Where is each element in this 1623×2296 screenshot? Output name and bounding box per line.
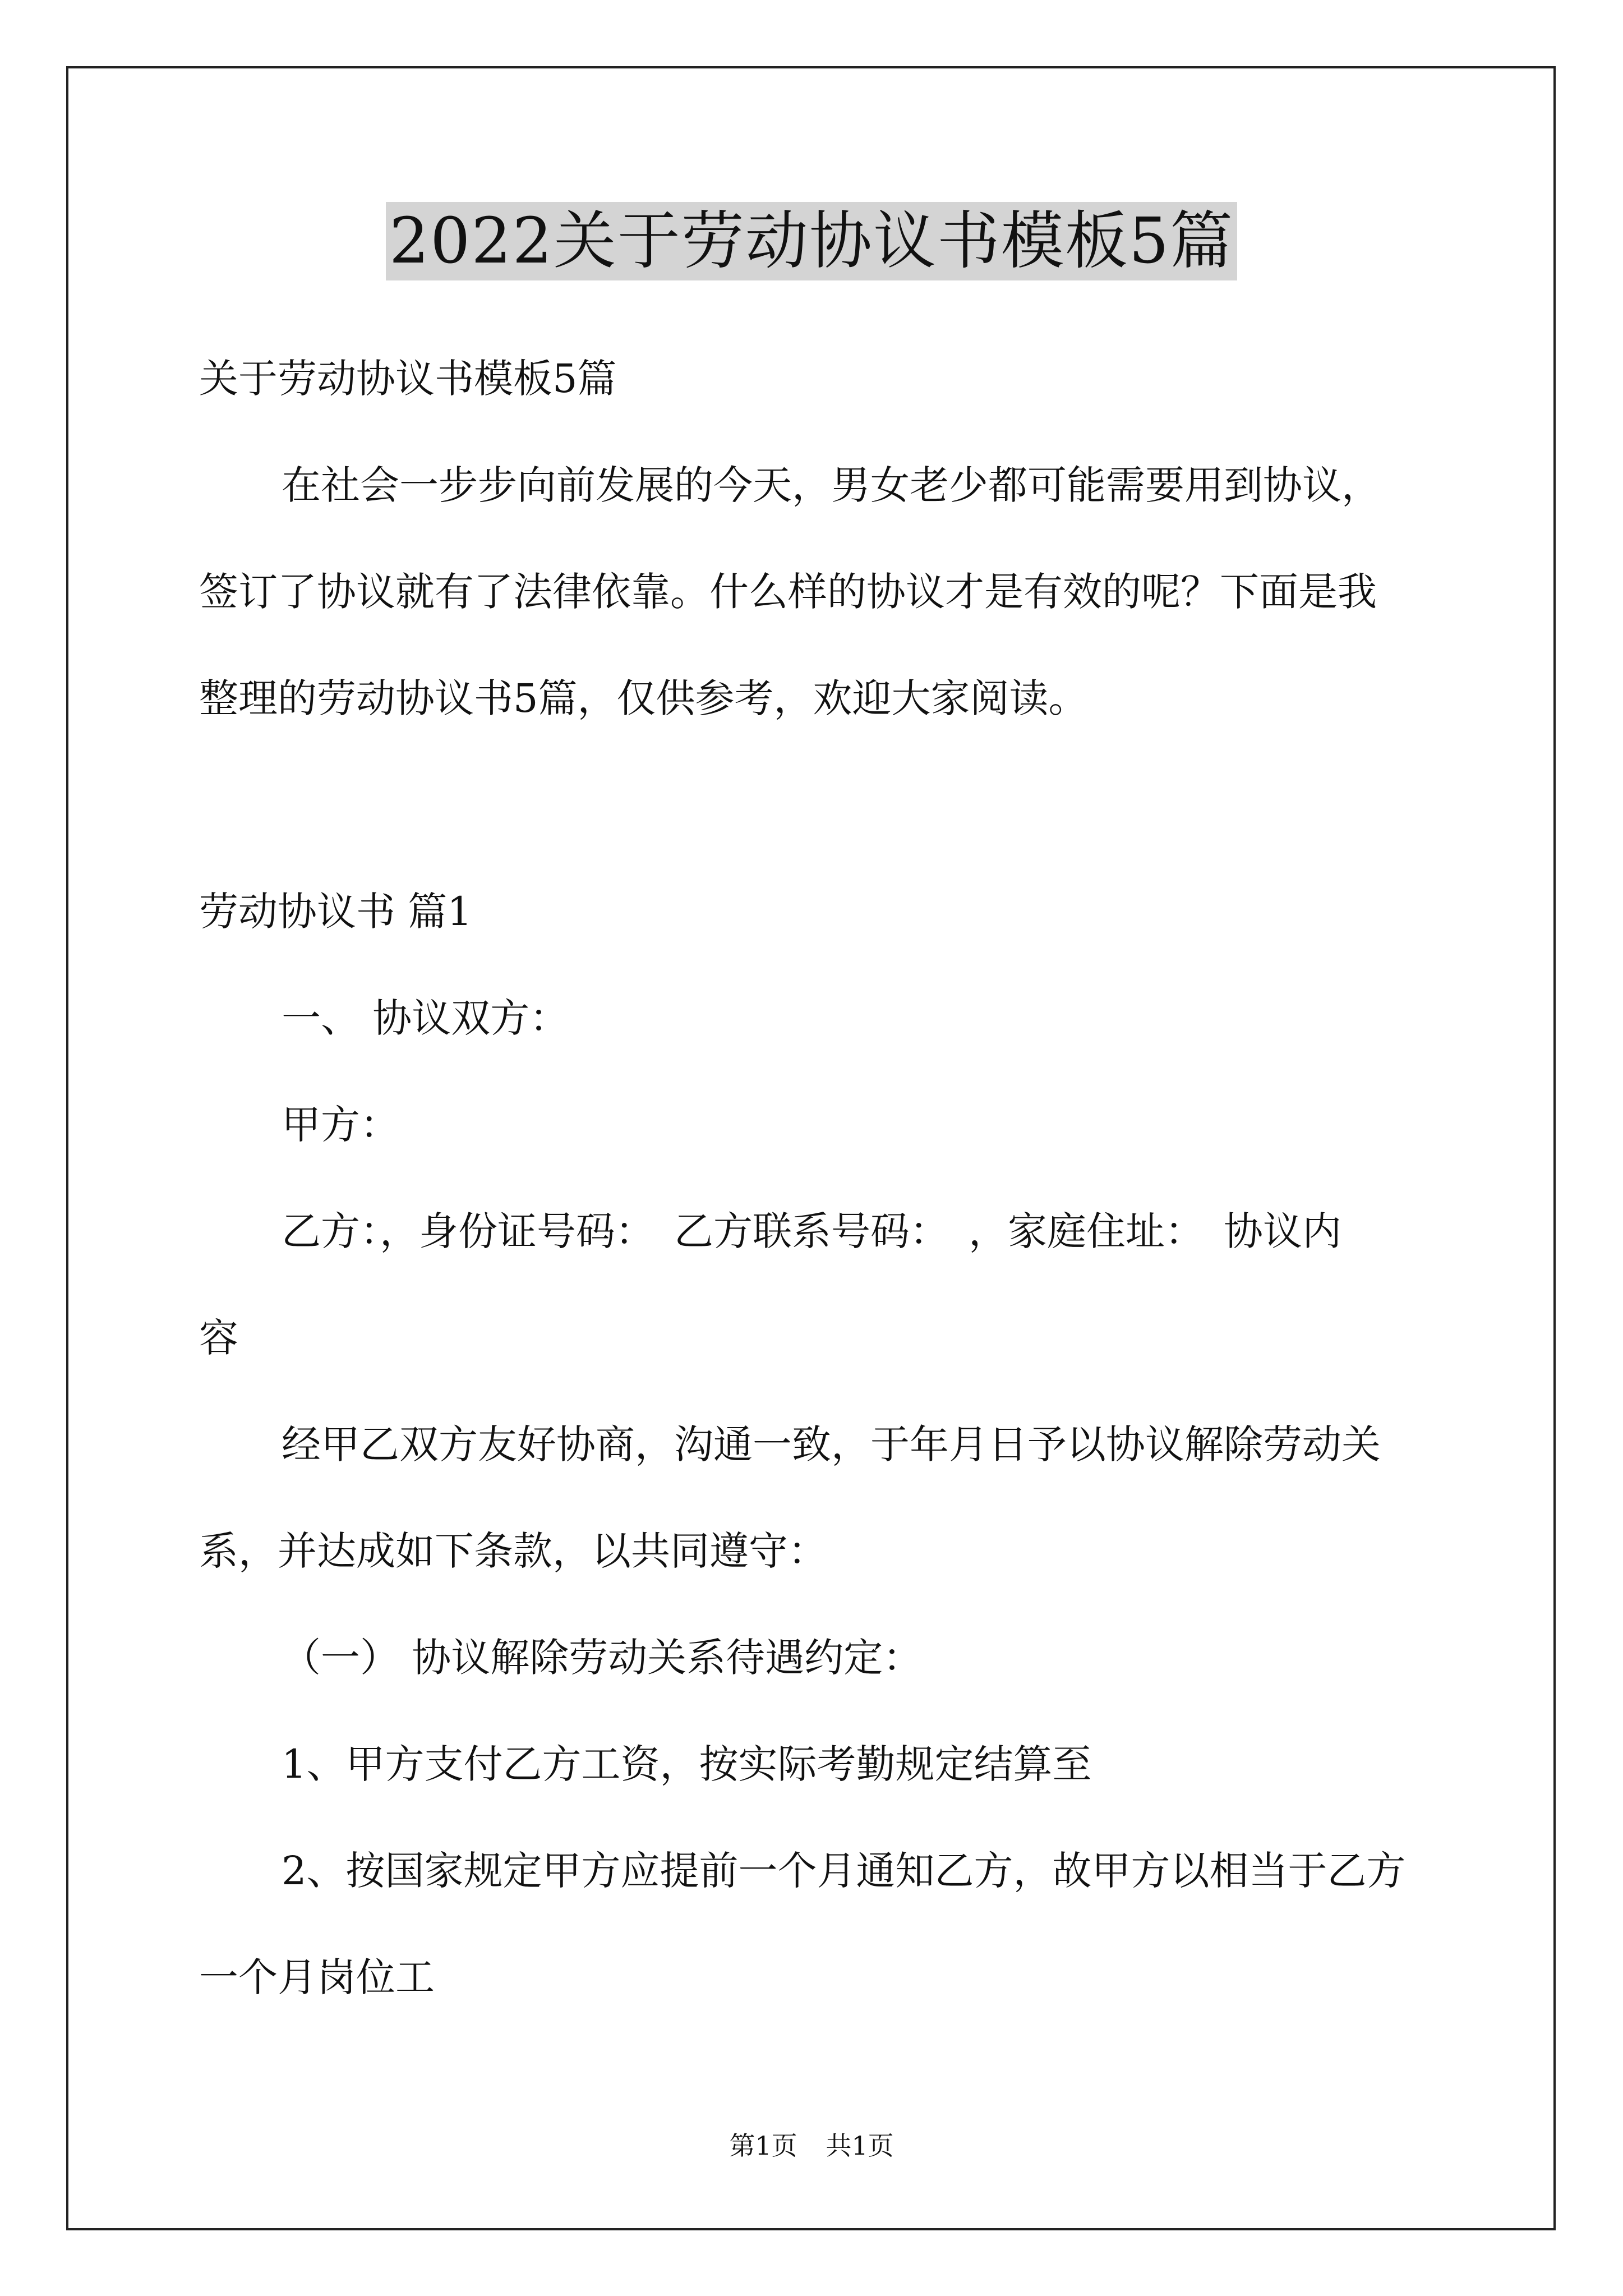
page-number: 第1页 — [729, 2131, 797, 2161]
intro-line-3: 整理的劳动协议书5篇，仅供参考，欢迎大家阅读。 — [199, 675, 1088, 721]
parties-heading: 一、 协议双方： — [282, 995, 569, 1041]
intro-line-1: 在社会一步步向前发展的今天，男女老少都可能需要用到协议， — [282, 462, 1381, 508]
section-heading: 劳动协议书 篇1 — [199, 889, 472, 935]
agreement-line-1: 经甲乙双方友好协商，沟通一致，于年月日予以协议解除劳动关 — [282, 1421, 1381, 1467]
document-subtitle: 关于劳动协议书模板5篇 — [199, 356, 617, 402]
page-footer — [0, 2129, 1623, 2162]
document-title: 2022关于劳动协议书模板5篇 — [386, 202, 1237, 280]
item-1-line: 1、甲方支付乙方工资，按实际考勤规定结算至 — [282, 1741, 1092, 1787]
clause-heading: （一） 协议解除劳动关系待遇约定： — [282, 1635, 923, 1681]
party-b-line-1: 乙方：，身份证号码： 乙方联系号码： ，家庭住址： 协议内 — [282, 1208, 1341, 1254]
agreement-line-2: 系，并达成如下条款，以共同遵守： — [199, 1528, 827, 1574]
item-2-line-1: 2、按国家规定甲方应提前一个月通知乙方，故甲方以相当于乙方 — [282, 1848, 1406, 1894]
intro-line-2: 签订了协议就有了法律依靠。什么样的协议才是有效的呢？下面是我 — [199, 569, 1377, 615]
party-b-line-2: 容 — [199, 1315, 238, 1361]
item-2-line-2: 一个月岗位工 — [199, 1954, 435, 2000]
party-a-line: 甲方： — [282, 1102, 399, 1148]
title-container — [0, 202, 1623, 280]
page-total: 共1页 — [826, 2131, 894, 2161]
